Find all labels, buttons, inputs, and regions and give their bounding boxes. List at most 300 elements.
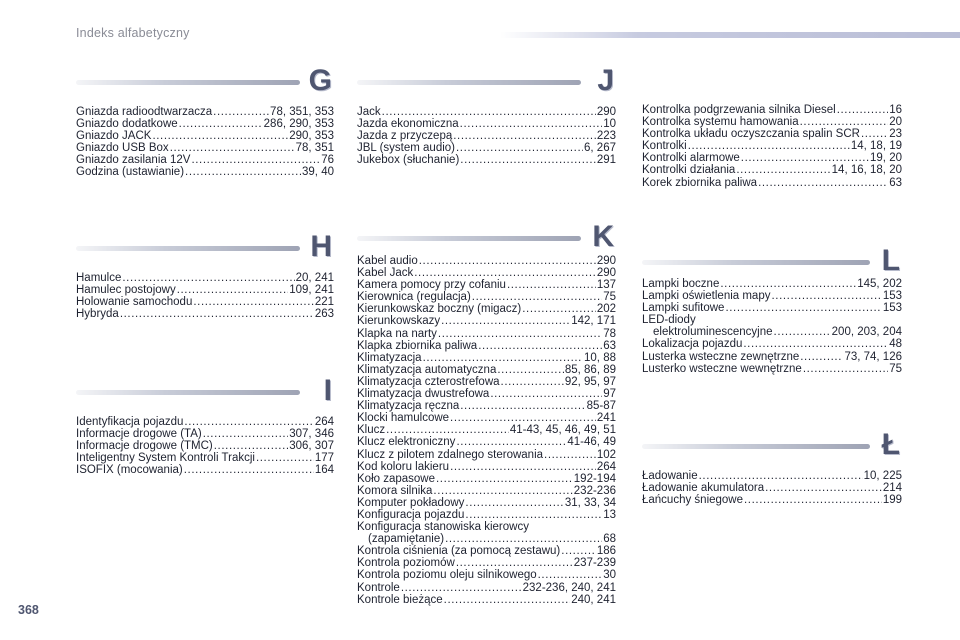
section-divider <box>642 260 870 265</box>
dot-leader <box>170 142 295 154</box>
entry-pages: 75 <box>603 291 616 304</box>
entry-term: Kabel Jack <box>357 267 414 280</box>
entry-pages: 10, 225 <box>863 470 902 482</box>
entry-pages: 85-87 <box>586 400 616 413</box>
dot-leader <box>744 494 882 506</box>
section-letter: Ł <box>881 428 900 461</box>
dot-leader <box>472 291 602 303</box>
entry-pages: 6, 267 <box>584 142 616 155</box>
entry-pages: 164 <box>314 464 334 477</box>
entry-term: Jazda z przyczepą <box>357 130 453 143</box>
entry-pages: 264 <box>314 416 334 428</box>
entry-term: Kontrola poziomów <box>357 557 455 570</box>
entry-pages: 200, 203, 204 <box>831 326 902 339</box>
index-entries <box>76 106 334 179</box>
index-entry <box>357 485 616 497</box>
entry-term: Kontrola ciśnienia (za pomocą zestawu) <box>357 545 561 558</box>
entry-pages: 20, 241 <box>295 272 334 284</box>
index-entry <box>357 473 616 485</box>
entry-pages: 223 <box>596 130 616 143</box>
dot-leader <box>800 351 843 363</box>
entry-term: Lampki sufitowe <box>642 302 725 315</box>
dot-leader <box>184 416 313 428</box>
entry-pages: 78 <box>603 327 616 340</box>
index-entry <box>76 142 334 154</box>
entry-pages: 232-236, 240, 241 <box>522 581 616 594</box>
section-h-header <box>76 232 334 272</box>
dot-leader <box>152 130 288 142</box>
index-entry <box>357 582 616 594</box>
index-entry <box>357 106 616 118</box>
entry-pages: 263 <box>314 308 334 321</box>
index-entry <box>357 497 616 509</box>
entry-pages: 85, 86, 89 <box>564 363 616 376</box>
index-entry <box>76 130 334 142</box>
entry-pages: 306, 307 <box>289 440 334 453</box>
entry-term: Identyfikacja pojazdu <box>76 416 184 428</box>
entry-pages: 76 <box>321 154 334 167</box>
entry-term: Holowanie samochodu <box>76 296 193 309</box>
dot-leader <box>758 177 888 189</box>
entry-pages: 202 <box>596 303 616 316</box>
index-entry <box>642 338 902 350</box>
index-entry <box>642 104 902 116</box>
dot-leader <box>414 267 596 279</box>
entry-pages: 30 <box>603 569 616 582</box>
index-entry <box>357 533 616 545</box>
section-i <box>76 376 334 476</box>
entry-pages: 177 <box>314 452 334 465</box>
dot-leader <box>490 388 602 400</box>
index-entry <box>357 388 616 400</box>
dot-leader <box>386 424 509 436</box>
entry-pages: 13 <box>603 508 616 521</box>
index-entry <box>357 436 616 448</box>
entry-term: Koło zapasowe <box>357 472 435 485</box>
index-entry <box>357 594 616 606</box>
section-divider <box>76 246 300 251</box>
entry-term: LED-diody <box>642 314 696 327</box>
index-entry <box>76 416 334 428</box>
index-entry <box>357 291 616 303</box>
index-entry <box>357 279 616 291</box>
dot-leader <box>460 154 596 166</box>
section-i-header <box>76 376 334 416</box>
dot-leader <box>460 400 585 412</box>
entry-term: Gniazdo JACK <box>76 130 152 143</box>
header-decor-bar <box>500 32 960 38</box>
index-entries <box>642 104 902 189</box>
index-entry <box>642 482 902 494</box>
entry-term: Klucz <box>357 424 386 437</box>
index-entry <box>76 118 334 130</box>
index-entry <box>357 461 616 473</box>
entry-term: Konfiguracja stanowiska kierowcy <box>357 521 529 534</box>
section-divider <box>642 444 870 449</box>
dot-leader <box>771 290 881 302</box>
entry-pages: 97 <box>603 388 616 401</box>
entry-term: Lampki boczne <box>642 278 720 290</box>
entry-term: Jazda ekonomiczna <box>357 118 459 131</box>
entry-term: Kontrolki <box>642 140 687 153</box>
entry-pages: 142, 171 <box>571 315 616 328</box>
dot-leader <box>465 509 602 521</box>
dot-leader <box>120 308 314 320</box>
index-entries <box>357 255 616 606</box>
entry-pages: 109, 241 <box>289 284 334 297</box>
entry-term: Lusterko wsteczne wewnętrzne <box>642 362 802 375</box>
index-entry <box>357 545 616 557</box>
index-entry <box>642 363 902 375</box>
entry-term: Kontrolka układu oczyszczania spalin SCR <box>642 128 860 141</box>
index-entry <box>76 452 334 464</box>
index-entry <box>76 106 334 118</box>
dot-leader <box>456 142 583 154</box>
entry-term: Lusterka wsteczne zewnętrzne <box>642 350 800 363</box>
section-divider <box>76 390 300 395</box>
entry-pages: 68 <box>603 533 616 546</box>
entry-term: Kontrolki działania <box>642 164 736 177</box>
dot-leader <box>725 302 881 314</box>
section-g-header <box>76 66 334 106</box>
entry-pages: 290 <box>596 267 616 280</box>
entry-pages: 41-43, 45, 46, 49, 51 <box>509 424 616 437</box>
section-letter: L <box>881 244 900 277</box>
index-entry <box>76 272 334 284</box>
index-entry <box>642 152 902 164</box>
index-entries <box>76 416 334 476</box>
section-l <box>642 246 902 375</box>
entry-term: Klimatyzacja czterostrefowa <box>357 375 500 388</box>
index-entry <box>357 412 616 424</box>
dot-leader <box>450 412 596 424</box>
entry-pages: 290 <box>596 106 616 118</box>
dot-leader <box>803 363 888 375</box>
entry-pages: 41-46, 49 <box>567 436 616 449</box>
page-number: 368 <box>18 603 39 617</box>
dot-leader <box>401 582 522 594</box>
index-entry <box>357 424 616 436</box>
entry-pages: 92, 95, 97 <box>564 375 616 388</box>
entry-term: Kontrole <box>357 581 400 594</box>
dot-leader <box>765 482 882 494</box>
dot-leader <box>478 340 602 352</box>
entry-term: Gniazdo dodatkowe <box>76 118 178 131</box>
dot-leader <box>453 130 596 142</box>
entry-term: Jack <box>357 106 381 118</box>
dot-leader <box>456 436 566 448</box>
index-entry <box>642 140 902 152</box>
entry-term: Jukebox (słuchanie) <box>357 154 460 167</box>
entry-term: Korek zbiornika paliwa <box>642 176 758 189</box>
index-entry <box>76 464 334 476</box>
index-entry <box>76 296 334 308</box>
entry-term: Lokalizacja pojazdu <box>642 338 743 351</box>
index-entry <box>357 315 616 327</box>
entry-pages: 221 <box>314 296 334 309</box>
dot-leader <box>179 118 263 130</box>
entry-pages: 10 <box>603 118 616 131</box>
index-entry <box>357 364 616 376</box>
entry-pages: 232-236 <box>573 484 616 497</box>
dot-leader <box>419 255 596 267</box>
dot-leader <box>193 296 313 308</box>
section-j-header <box>357 66 616 106</box>
entry-pages: 14, 16, 18, 20 <box>831 164 902 177</box>
entry-pages: 10, 88 <box>584 351 616 364</box>
entry-pages: 186 <box>596 545 616 558</box>
entry-pages: 199 <box>882 494 902 507</box>
entry-term: Kontrolka podgrzewania silnika Diesel <box>642 104 836 116</box>
dot-leader <box>177 284 289 296</box>
index-entry <box>357 142 616 154</box>
index-entry <box>357 352 616 364</box>
section-k-header <box>357 222 616 255</box>
index-entry <box>357 509 616 521</box>
entry-term: Klocki hamulcowe <box>357 412 450 425</box>
section-letter: G <box>308 64 332 97</box>
index-entries <box>642 470 902 506</box>
entry-term: Klucz elektroniczny <box>357 436 456 449</box>
dot-leader <box>450 461 596 473</box>
index-entry <box>642 116 902 128</box>
entry-pages: 39, 40 <box>302 166 334 179</box>
dot-leader <box>736 164 830 176</box>
entry-pages: 290, 353 <box>289 130 334 143</box>
section-j <box>357 66 616 166</box>
entry-pages: 14, 18, 19 <box>850 140 902 153</box>
dot-leader <box>837 104 889 116</box>
index-entry <box>357 328 616 340</box>
section-letter: I <box>323 374 332 407</box>
dot-leader <box>423 352 583 364</box>
entry-pages: 237-239 <box>573 557 616 570</box>
dot-leader <box>460 118 603 130</box>
entry-term: Kontrolki alarmowe <box>642 152 740 165</box>
entry-pages: 145, 202 <box>857 278 902 290</box>
entry-pages: 241 <box>596 412 616 425</box>
index-entry <box>642 164 902 176</box>
index-entry <box>642 290 902 302</box>
section-k-continued <box>642 104 902 189</box>
index-entry <box>357 130 616 142</box>
entry-pages: 78, 351 <box>295 142 334 155</box>
entry-pages: 192-194 <box>573 472 616 485</box>
entry-pages: 78, 351, 353 <box>270 106 334 118</box>
entry-term: Ładowanie akumulatora <box>642 482 765 495</box>
entry-pages: 23 <box>889 128 902 141</box>
dot-leader <box>441 315 570 327</box>
entry-term: Kierunkowskazy <box>357 315 441 328</box>
dot-leader <box>214 440 288 452</box>
entry-pages: 290 <box>596 255 616 267</box>
entry-term: Kamera pomocy przy cofaniu <box>357 279 506 292</box>
entry-term: Godzina (ustawianie) <box>76 166 185 179</box>
section-h <box>76 232 334 320</box>
section-letter: H <box>310 230 332 263</box>
dot-leader <box>433 485 572 497</box>
index-entry <box>76 440 334 452</box>
entry-pages: 291 <box>596 154 616 167</box>
dot-leader <box>544 449 596 461</box>
entry-term: Kabel audio <box>357 255 418 267</box>
index-entry <box>642 494 902 506</box>
entry-pages: 75 <box>889 362 902 375</box>
index-entry <box>76 166 334 178</box>
index-entry <box>642 314 902 326</box>
entry-pages: 264 <box>596 460 616 473</box>
entry-pages: 48 <box>889 338 902 351</box>
entry-term: Kierunkowskaz boczny (migacz) <box>357 303 522 316</box>
dot-leader <box>507 279 596 291</box>
index-entry <box>357 569 616 581</box>
dot-leader <box>861 128 888 140</box>
section-g <box>76 66 334 179</box>
section-l-header <box>642 246 902 278</box>
dot-leader <box>741 152 869 164</box>
dot-leader <box>774 326 831 338</box>
entry-pages: 63 <box>889 176 902 189</box>
entry-term: Konfiguracja pojazdu <box>357 508 465 521</box>
entry-pages: 63 <box>603 339 616 352</box>
entry-term: Informacje drogowe (TA) <box>76 428 202 441</box>
index-entry <box>76 154 334 166</box>
section-l-stroke-header <box>642 430 902 470</box>
index-entry <box>76 428 334 440</box>
dot-leader <box>456 557 573 569</box>
entry-term: Klimatyzacja <box>357 351 422 364</box>
index-entries <box>642 278 902 375</box>
entry-term: Klimatyzacja ręczna <box>357 400 460 413</box>
dot-leader <box>699 470 863 482</box>
entry-term: Kod koloru lakieru <box>357 460 450 473</box>
dot-leader <box>185 166 301 178</box>
entry-term: Klimatyzacja automatyczna <box>357 363 497 376</box>
entry-pages: 73, 74, 126 <box>844 350 902 363</box>
dot-leader <box>465 497 563 509</box>
dot-leader <box>256 452 314 464</box>
entry-term: Inteligentny System Kontroli Trakcji <box>76 452 255 465</box>
index-entry <box>357 154 616 166</box>
index-entry <box>76 308 334 320</box>
entry-term: Klapka zbiornika paliwa <box>357 339 478 352</box>
section-letter: J <box>597 64 614 97</box>
index-entry <box>642 326 902 338</box>
page-header-title: Indeks alfabetyczny <box>76 26 190 40</box>
index-entry <box>357 376 616 388</box>
index-entry <box>642 302 902 314</box>
section-k <box>357 222 616 606</box>
entry-term: Ładowanie <box>642 470 698 482</box>
entry-term: JBL (system audio) <box>357 142 455 155</box>
entry-term: Komputer pokładowy <box>357 496 465 509</box>
index-entry <box>357 400 616 412</box>
entry-pages: 19, 20 <box>870 152 902 165</box>
index-entry <box>76 284 334 296</box>
dot-leader <box>497 364 564 376</box>
index-entry <box>357 267 616 279</box>
dot-leader <box>382 106 596 118</box>
dot-leader <box>445 533 602 545</box>
dot-leader <box>184 464 314 476</box>
index-entry <box>357 521 616 533</box>
index-entry <box>357 340 616 352</box>
entry-term: Hamulce <box>76 272 122 284</box>
entry-pages: 16 <box>889 104 902 116</box>
entry-term: Informacje drogowe (TMC) <box>76 440 213 453</box>
entry-term: (zapamiętanie) <box>368 533 445 546</box>
dot-leader <box>436 473 573 485</box>
entry-pages: 307, 346 <box>289 428 334 441</box>
entry-pages: 240, 241 <box>571 593 616 606</box>
index-entry <box>357 118 616 130</box>
entry-term: Hybryda <box>76 308 119 321</box>
dot-leader <box>438 328 602 340</box>
dot-leader <box>444 594 571 606</box>
entry-pages: 20 <box>889 116 902 129</box>
dot-leader <box>688 140 850 152</box>
index-entry <box>357 303 616 315</box>
section-divider <box>76 80 300 85</box>
entry-term: Kontrola poziomu oleju silnikowego <box>357 569 537 582</box>
entry-term: Klimatyzacja dwustrefowa <box>357 388 490 401</box>
dot-leader <box>743 338 888 350</box>
section-l-stroke <box>642 430 902 506</box>
entry-term: Kontrolka systemu hamowania <box>642 116 799 129</box>
entry-pages: 31, 33, 34 <box>564 496 616 509</box>
dot-leader <box>203 428 289 440</box>
index-entries <box>357 106 616 166</box>
dot-leader <box>122 272 294 284</box>
index-entry <box>642 177 902 189</box>
entry-pages: 214 <box>882 482 902 495</box>
entry-pages: 153 <box>882 290 902 303</box>
index-entry <box>357 557 616 569</box>
dot-leader <box>538 569 603 581</box>
entry-term: Gniazdo USB Box <box>76 142 169 155</box>
dot-leader <box>522 303 596 315</box>
entry-pages: 137 <box>596 279 616 292</box>
section-divider <box>357 80 581 85</box>
index-entry <box>642 278 902 290</box>
entry-pages: 286, 290, 353 <box>263 118 334 131</box>
dot-leader <box>213 106 269 118</box>
index-entry <box>642 470 902 482</box>
entry-term: Hamulec postojowy <box>76 284 176 297</box>
dot-leader <box>191 154 320 166</box>
entry-term: Łańcuchy śniegowe <box>642 494 744 507</box>
entry-term: Komora silnika <box>357 484 433 497</box>
entry-term: Klapka na narty <box>357 327 437 340</box>
index-entry <box>642 351 902 363</box>
index-entry <box>357 449 616 461</box>
entry-term: ISOFIX (mocowania) <box>76 464 183 477</box>
entry-pages: 153 <box>882 302 902 315</box>
dot-leader <box>800 116 889 128</box>
dot-leader <box>501 376 564 388</box>
index-entry <box>357 255 616 267</box>
entry-term: Kontrole bieżące <box>357 593 443 606</box>
index-entry <box>642 128 902 140</box>
dot-leader <box>561 545 596 557</box>
section-letter: K <box>592 220 614 253</box>
section-divider <box>357 236 581 241</box>
entry-term: Lampki oświetlenia mapy <box>642 290 771 303</box>
entry-term: Gniazdo zasilania 12V <box>76 154 191 167</box>
entry-term: Klucz z pilotem zdalnego sterowania <box>357 448 544 461</box>
dot-leader <box>720 278 856 290</box>
entry-term: elektroluminescencyjne <box>653 326 773 339</box>
